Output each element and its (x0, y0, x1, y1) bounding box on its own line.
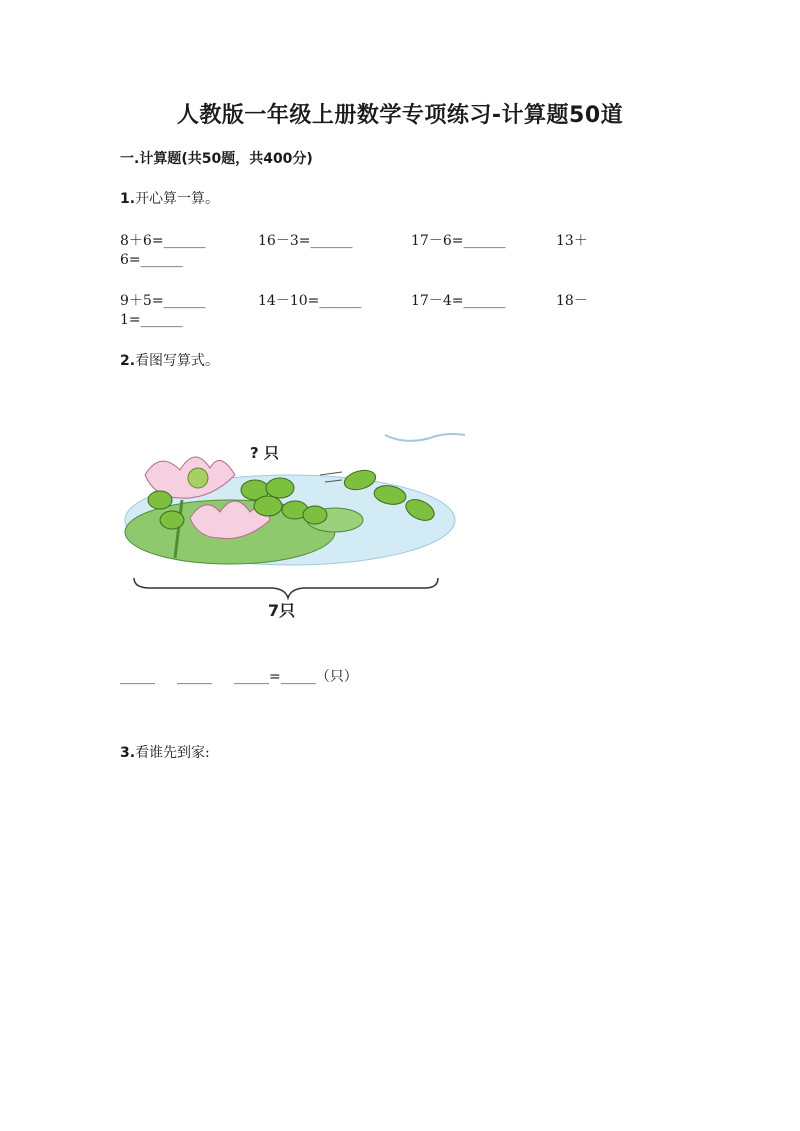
illustration-bottom-label: 7只 (268, 601, 296, 620)
page-title: 人教版一年级上册数学专项练习-计算题50道 (176, 103, 624, 128)
equation: 13＋ (556, 233, 588, 249)
question-3-title (120, 742, 210, 762)
equation: 8＋6=______ (120, 233, 206, 249)
question-number: 1. (120, 191, 136, 207)
question-2-title (120, 350, 219, 370)
question-number: 3. (120, 745, 136, 761)
equation: 18－ (556, 293, 588, 309)
equation: 17－6=______ (411, 233, 506, 249)
frogs-lotus-illustration (120, 420, 468, 625)
equation: 17－4=______ (411, 293, 506, 309)
equation-wrap: 6=______ (120, 252, 183, 268)
blank-1[interactable]: _____ (120, 669, 155, 685)
question-text: 看图写算式。 (135, 353, 220, 369)
illustration-top-label: ? 只 (250, 444, 279, 462)
blank-2[interactable]: _____ (177, 669, 212, 685)
question-number: 2. (120, 353, 136, 369)
equation: 16－3=______ (258, 233, 353, 249)
question-text: 开心算一算。 (135, 191, 220, 207)
blank-result[interactable]: _____=_____（只） (234, 669, 358, 685)
question-text: 看谁先到家: (135, 745, 210, 761)
equation: 9＋5=______ (120, 293, 206, 309)
brace-mark (134, 578, 438, 598)
question-1-title (120, 188, 219, 208)
section-title: 一.计算题(共50题，共400分) (120, 151, 313, 167)
equation-wrap: 1=______ (120, 312, 183, 328)
equation: 14－10=______ (258, 293, 362, 309)
answer-blanks[interactable] (120, 666, 380, 686)
